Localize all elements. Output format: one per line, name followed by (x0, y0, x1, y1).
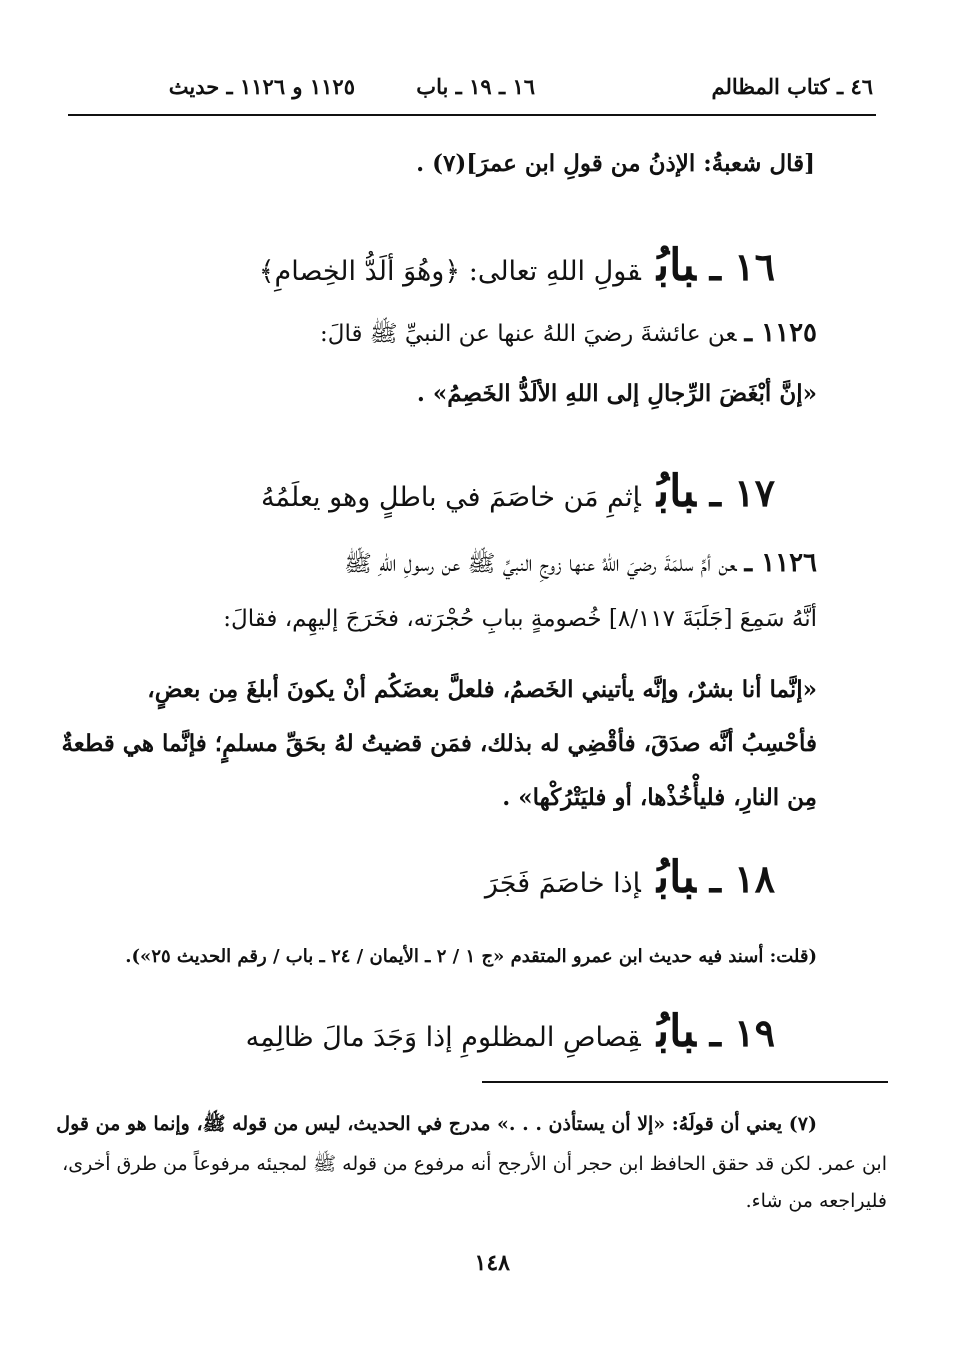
chapter-title: قولِ اللهِ تعالى: ﴿وهُوَ ألَدُّ الخِصامِ﴾ (258, 256, 641, 287)
chapter-heading-16 (259, 240, 775, 291)
chapter-word: بابُ (656, 240, 696, 291)
chapter-word: بابُ (656, 1006, 696, 1057)
footnote-line-1: (٧) يعني أن قولَهُ: «إلا أن يستأذن . . .» مدرج في الحديث، ليس من قوله ﷺ، وإنما هو من قول (56, 1113, 817, 1135)
hadith-1126-line-5: مِن النارِ، فليأْخُذْها، أو فليَتْرُكْها» . (502, 784, 817, 811)
chapter-heading-19 (246, 1006, 775, 1057)
hadith-1126-line-2: أنَّهُ سَمِعَ [جَلَبَةَ ٨/١١٧] خُصومةٍ ببابِ حُجْرَته، فخَرَجَ إليهِم، فقالَ: (223, 606, 817, 632)
chapter-word: بابُ (656, 852, 696, 903)
chapter-title: إثمِ مَن خاصَمَ في باطلٍ وهو يعلَمُهُ (260, 482, 641, 513)
chapter-heading-18 (485, 852, 775, 903)
chapter-number: ١٦ ـ (709, 244, 775, 289)
chapter-title: قِصاصِ المظلومِ إذا وَجَدَ مالَ ظالِمِه (245, 1022, 641, 1053)
chapter-heading-17 (261, 466, 775, 517)
chapter-number: ١٧ ـ (709, 470, 775, 515)
hadith-1126-line-3: «إنَّما أنا بشرٌ، وإنَّه يأتيني الخَصمُ، فلعلَّ بعضَكُم أنْ يكونَ أبلغَ مِن بعضٍ، (147, 676, 817, 703)
hadith-text: عن عائشةَ رضيَ اللهُ عنها عن النبيِّ ﷺ قالَ: (320, 321, 737, 347)
chapter-word: بابُ (656, 466, 696, 517)
chapter-title: إذا خاصَمَ فَجَرَ (484, 868, 641, 899)
intro-line: [قال شعبةُ: الإذنُ من قولِ ابن عمرَ](٧) . (416, 150, 815, 177)
hadith-number: ١١٢٥ ـ (744, 318, 817, 348)
chapter-number: ١٨ ـ (709, 856, 775, 901)
hadith-1126-line-1 (344, 548, 817, 583)
hadith-1126-line-4: فأحْسِبُ أنَّه صدَقَ، فأقْضِي له بذلك، فمَن قضيتُ لهُ بحَقِّ مسلمٍ؛ فإنَّما هي قطعةٌ (61, 730, 817, 757)
hadith-text: عن أمِّ سلمَةَ رضيَ اللهُ عنها زوجِ النبيِّ ﷺ عن رسولِ اللهِ ﷺ (344, 551, 737, 577)
footnote-line-3: فليراجعه من شاء. (745, 1190, 887, 1212)
page-number: ١٤٨ (474, 1250, 510, 1276)
footnote-line-2: ابن عمر. لكن قد حقق الحافظ ابن حجر أن الأرجح أنه مرفوع من قوله ﷺ لمجيئه مرفوعاً من طرق أخرى، (62, 1153, 887, 1175)
header-rule (68, 114, 876, 116)
editor-note: (قلت: أسند فيه حديث ابن عمرو المتقدم «ج ١ / ٢ ـ الأيمان / ٢٤ ـ باب / رقم الحديث ٢٥»). (125, 946, 817, 967)
hadith-1125-line-2: «إنَّ أبْغَضَ الرِّجالِ إلى اللهِ الألَدُّ الخَصِمُ» . (416, 380, 817, 407)
header-hadith-range: ١١٢٥ و ١١٢٦ ـ حديث (168, 74, 355, 99)
header-book-title: ٤٦ ـ كتاب المظالم (711, 74, 873, 99)
header-chapter-range: ١٦ ـ ١٩ ـ باب (416, 74, 535, 99)
hadith-1125-line-1 (320, 318, 817, 353)
footnote-rule (482, 1081, 888, 1083)
chapter-number: ١٩ ـ (709, 1010, 775, 1055)
hadith-number: ١١٢٦ ـ (744, 548, 817, 578)
